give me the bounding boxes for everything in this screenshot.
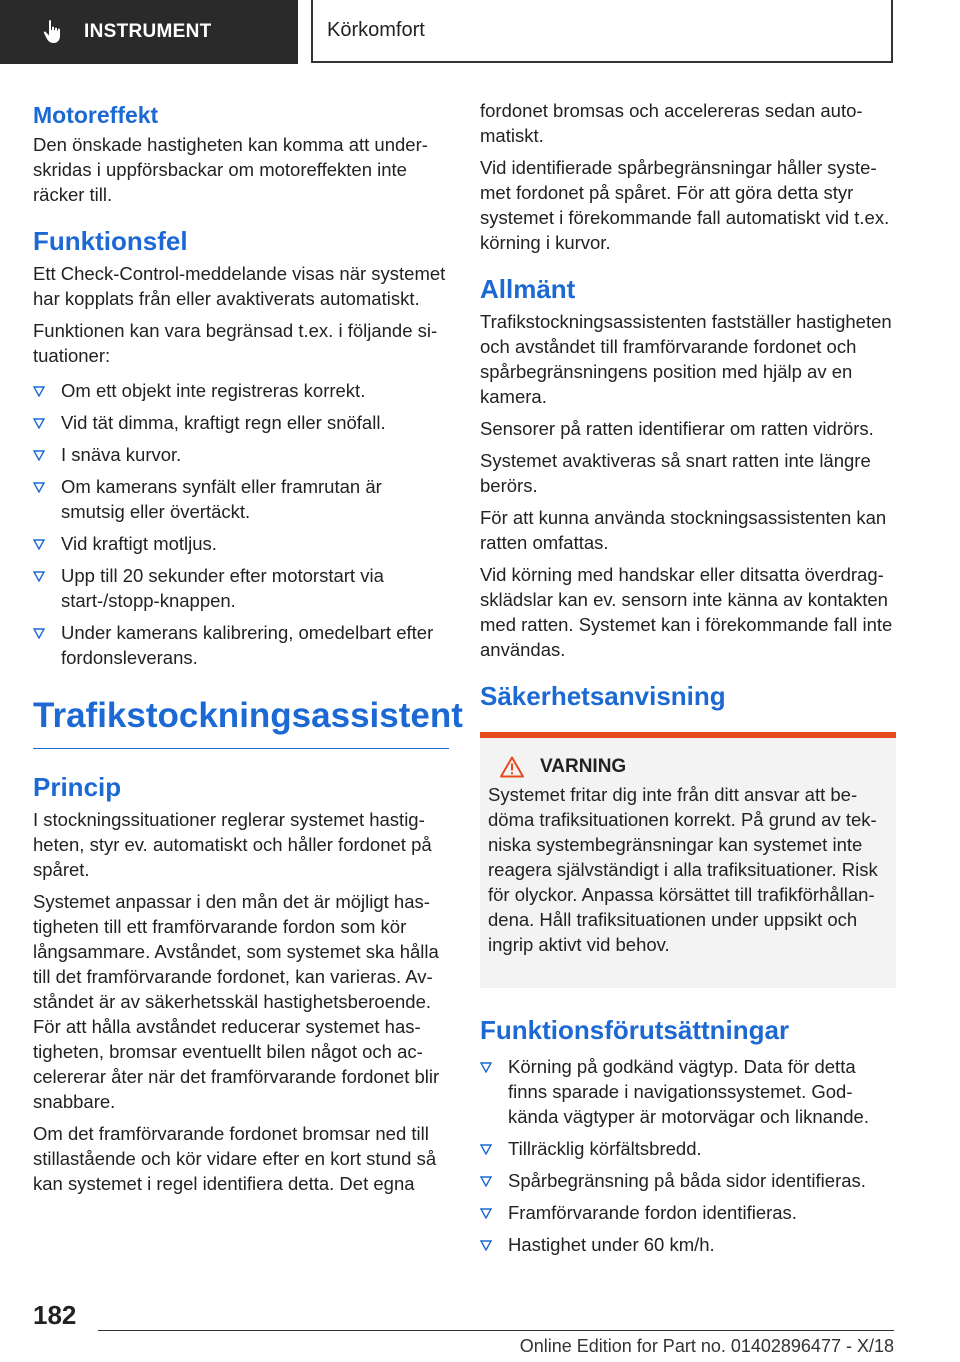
triangle-bullet-icon bbox=[480, 1062, 492, 1073]
section-title: Körkomfort bbox=[327, 19, 425, 41]
paragraph: Funktionen kan vara begränsad t.ex. i följande situationer: bbox=[33, 320, 438, 366]
heading-princip: Princip bbox=[33, 772, 122, 802]
triangle-bullet-icon bbox=[480, 1208, 492, 1219]
warning-box bbox=[480, 732, 896, 988]
main-heading: Trafikstockningsassistent bbox=[33, 692, 449, 749]
paragraph: Ett Check-Control-meddelande visas när systemet har kopplats från eller avaktiverats automatiskt. bbox=[33, 263, 446, 309]
triangle-bullet-icon bbox=[480, 1240, 492, 1251]
pointing-hand-icon bbox=[42, 19, 64, 45]
list-item-text: Vid tät dimma, kraftigt regn eller snöfall. bbox=[61, 412, 386, 433]
triangle-bullet-icon bbox=[33, 571, 45, 582]
paragraph: Trafikstockningsassistenten fastställer hastigheten och avståndet till framförvarande fordonet och spårbegränsningens position med hjälp av en kamera. bbox=[480, 311, 892, 407]
chapter-tab[interactable] bbox=[0, 0, 298, 64]
list-item bbox=[33, 442, 449, 467]
list-item-text: Vid kraftigt motljus. bbox=[61, 533, 217, 554]
heading-sakerhetsanvisning: Säkerhetsanvisning bbox=[480, 681, 726, 711]
warning-label: VARNING bbox=[540, 756, 627, 777]
list-item bbox=[33, 531, 449, 556]
list-item-text: Framförvarande fordon identifieras. bbox=[508, 1202, 797, 1223]
left-column bbox=[33, 98, 463, 1203]
paragraph: Vid identifierade spårbegränsningar håller systemet fordonet på spåret. För att göra detta styr systemet i förekommande fall automatiskt vid t.ex. körning i kurvor. bbox=[480, 157, 890, 253]
chapter-tab-label: INSTRUMENT bbox=[84, 21, 212, 42]
list-item-text: Under kamerans kalibrering, omedelbart efter fordonsleverans. bbox=[61, 622, 434, 668]
paragraph: I stockningssituationer reglerar systemet hastigheten, styr ev. automatiskt och håller fordonet på spåret. bbox=[33, 809, 432, 880]
triangle-bullet-icon bbox=[33, 482, 45, 493]
right-column bbox=[480, 98, 896, 1264]
triangle-bullet-icon bbox=[480, 1176, 492, 1187]
heading-motoreffekt: Motoreffekt bbox=[33, 102, 159, 128]
list-item-text: Upp till 20 sekunder efter motorstart via start-/stopp-knappen. bbox=[61, 565, 384, 611]
list-item bbox=[33, 378, 449, 403]
paragraph: Sensorer på ratten identifierar om ratten vidrörs. bbox=[480, 418, 874, 439]
warning-triangle-icon bbox=[500, 756, 524, 778]
bullet-list bbox=[33, 378, 449, 670]
triangle-bullet-icon bbox=[33, 386, 45, 397]
paragraph: Vid körning med handskar eller ditsatta överdragsklädslar kan ev. sensorn inte känna av kontakten med ratten. Systemet kan i förekommande fall inte användas. bbox=[480, 564, 893, 660]
triangle-bullet-icon bbox=[33, 628, 45, 639]
list-item bbox=[480, 1168, 896, 1193]
triangle-bullet-icon bbox=[480, 1144, 492, 1155]
edition-text: Online Edition for Part no. 01402896477 - X/18 bbox=[519, 1336, 894, 1356]
paragraph: Systemet avaktiveras så snart ratten inte längre berörs. bbox=[480, 450, 871, 496]
list-item-text: I snäva kurvor. bbox=[61, 444, 182, 465]
list-item-text: Tillräcklig körfältsbredd. bbox=[508, 1138, 702, 1159]
heading-funktionsforutsattningar: Funktionsförutsättningar bbox=[480, 1015, 790, 1045]
warning-header bbox=[500, 756, 888, 778]
paragraph: fordonet bromsas och accelereras sedan automatiskt. bbox=[480, 100, 863, 146]
list-item bbox=[33, 410, 449, 435]
bullet-list bbox=[480, 1054, 896, 1257]
list-item bbox=[33, 620, 449, 670]
page-number: 182 bbox=[33, 1300, 77, 1330]
list-item-text: Om kamerans synfält eller framrutan är smutsig eller övertäckt. bbox=[61, 476, 382, 522]
list-item-text: Körning på godkänd vägtyp. Data för detta finns sparade i navigationssystemet. Godkända vägtyper är motorvägar och liknande. bbox=[508, 1056, 869, 1127]
triangle-bullet-icon bbox=[33, 539, 45, 550]
list-item bbox=[480, 1200, 896, 1225]
list-item-text: Hastighet under 60 km/h. bbox=[508, 1234, 715, 1255]
list-item bbox=[480, 1136, 896, 1161]
paragraph: Systemet anpassar i den mån det är möjligt hastigheten till ett framförvarande fordon som kör långsammare. Avståndet, som systemet ska hålla till det framförvarande fordonet, kan varieras. Avståndet är av säkerhetsskäl hastighetsberoende. För att hålla avståndet reducerar systemet hastigheten, bromsar eventuellt bilen något och accelererar åter när det framförvarande fordonet blir snabbare. bbox=[33, 891, 440, 1112]
heading-funktionsfel: Funktionsfel bbox=[33, 226, 188, 256]
list-item-text: Spårbegränsning på båda sidor identifieras. bbox=[508, 1170, 866, 1191]
list-item bbox=[480, 1054, 896, 1129]
section-title-box bbox=[311, 0, 893, 63]
heading-allmant: Allmänt bbox=[480, 274, 576, 304]
footer-divider bbox=[98, 1330, 894, 1331]
triangle-bullet-icon bbox=[33, 450, 45, 461]
paragraph: Om det framförvarande fordonet bromsar ned till stillastående och kör vidare efter en kort stund så kan systemet i regel identifiera detta. Det egna bbox=[33, 1123, 437, 1194]
triangle-bullet-icon bbox=[33, 418, 45, 429]
list-item bbox=[33, 474, 449, 524]
paragraph: Den önskade hastigheten kan komma att underskridas i uppförsbackar om motoreffekten inte räcker till. bbox=[33, 134, 428, 205]
paragraph: För att kunna använda stockningsassistenten kan ratten omfattas. bbox=[480, 507, 887, 553]
list-item bbox=[33, 563, 449, 613]
list-item bbox=[480, 1232, 896, 1257]
list-item-text: Om ett objekt inte registreras korrekt. bbox=[61, 380, 366, 401]
warning-text: Systemet fritar dig inte från ditt ansvar att bedöma trafiksituationen korrekt. På grund av tekniska systembegränsningar kan systemet inte reagera självständigt i alla trafiksituationer. Risk för olyckor. Anpassa körsättet till trafikförhållandena. Håll trafiksituationen under uppsikt och ingrip aktivt vid behov. bbox=[488, 784, 878, 955]
